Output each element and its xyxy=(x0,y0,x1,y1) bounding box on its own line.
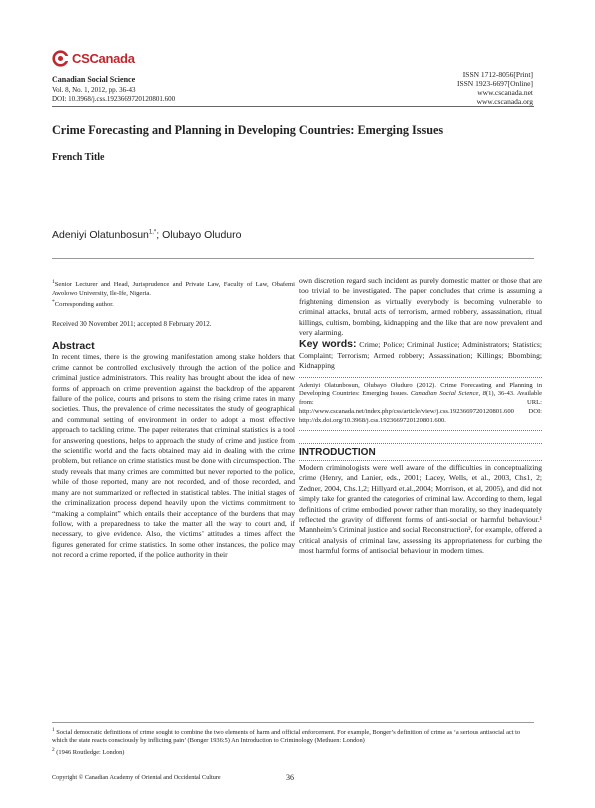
citation-bottom-rule xyxy=(299,430,542,431)
citation-text: Adeniyi Olatunbosun, Olubayo Oluduro (2012). Crime Forecasting and Planning in Developing Countries: Emerging Issues. xyxy=(299,381,542,398)
introduction-heading: INTRODUCTION xyxy=(299,446,376,458)
footnote-1: $^1$ Social democratic definitions of crime sought to combine the two elements of harm and official enforcement. For example, Bonger’s definition of crime as ‘a serious antisocial act to which the state reacts consciously by inflicting pain’ (Bonger 1936:5) An Introduction to Criminology (Methuen: London) xyxy=(52,727,521,745)
logo-text: CSCanada xyxy=(72,51,135,66)
right-column xyxy=(299,276,542,557)
author-2: ; Olubayo Oluduro xyxy=(156,229,242,241)
affiliation-1: $^1$Senior Lecturer and Head, Jurisprudence and Private Law, Faculty of Law, Obafemi Awolowo University, Ile-Ife, Nigeria. xyxy=(52,279,295,297)
issn-print: ISSN 1712-8056[Print] xyxy=(462,70,533,79)
intro-top-rule xyxy=(299,443,542,444)
abstract-text-right: own discretion regard such incident as purely domestic matter or those that are too trivial to be investigated. The paper concludes that crime is assuming a frightening dimension as virtually everybody is becoming vulnerable to criminal attacks, brutal acts of terrorism, armed robbery, assassination, ritual killings, cultism, bombing, kidnapping and the like that are now prevalent and very alarming. xyxy=(299,276,542,338)
page-number: 36 xyxy=(286,773,294,782)
keywords-label: Key words: xyxy=(299,338,357,351)
author-line xyxy=(52,229,241,241)
citation-journal: Canadian Social Science, 8 xyxy=(410,390,486,398)
intro-bottom-rule xyxy=(299,460,542,461)
cscanada-logo-icon xyxy=(52,50,69,67)
journal-name: Canadian Social Science xyxy=(52,75,136,84)
received-dates: Received 30 November 2011; accepted 8 February 2012. xyxy=(52,319,212,328)
issn-online: ISSN 1923-6697[Online] xyxy=(456,79,533,88)
keywords-text: Crime; Police; Criminal Justice; Administrators; Statistics; Complaint; Terrorism; Armed robbery; Assassination; Killings; Bbombing; Kidnapping xyxy=(299,340,542,371)
introduction-text: Modern criminologists were well aware of the difficulties in conceptualizing crime (Henry, and Lanier, eds., 2001; Lacey, Wells, et al., 2003, Chs1, 2; Zedner, 2004, Chs.1,2; Hillyard et.al.,2004; Morrison, et al, 2005), and did not simply take for granted the categories of criminal law. According to them, legal definitions of crime embodied power rather than morality, so they inadequately reflected the gravity of different forms of anti-social or harmful behaviour.¹ Mannheim’s Criminal justice and social Reconstruction², for example, offered a critical analysis of criminal law, assessing its appropriateness for curbing the most harmful forms of antisocial behaviour in modern times. xyxy=(299,463,542,556)
author-divider xyxy=(52,258,534,259)
author-1-affiliation-mark: 1,* xyxy=(148,229,157,236)
journal-url-net[interactable]: www.cscanada.net xyxy=(477,88,533,97)
left-column xyxy=(52,278,295,561)
issue-meta xyxy=(52,86,175,103)
affiliation xyxy=(52,278,295,310)
abstract-heading: Abstract xyxy=(52,340,95,352)
citation-block xyxy=(299,382,542,426)
doi-info: DOI: 10.3968/j.css.1923669720120801.600 xyxy=(52,94,176,103)
copyright: Copyright © Canadian Academy of Oriental and Occidental Culture xyxy=(52,774,221,781)
issn-block xyxy=(457,70,533,106)
header-divider xyxy=(52,106,534,107)
footnote-2: $^2$ (1946 Routledge: London) xyxy=(52,746,125,756)
footnote-divider xyxy=(52,722,534,723)
citation-url[interactable]: (1), 36-43. Available from: URL: http://www.cscanada.net/index.php/css/article/view/j.css.1923669720120801.600 DOI: http://dx.doi.org/10.3968/j.css.1923669720120801.600. xyxy=(299,390,542,424)
article-title: Crime Forecasting and Planning in Developing Countries: Emerging Issues xyxy=(52,123,444,137)
keywords xyxy=(299,339,542,371)
author-1: Adeniyi Olatunbosun xyxy=(52,229,149,241)
french-title: French Title xyxy=(52,152,105,163)
publisher-logo xyxy=(52,50,135,67)
citation-top-rule xyxy=(299,377,542,378)
corresponding-author: *Corresponding author. xyxy=(52,299,114,309)
footnotes xyxy=(52,726,534,757)
journal-url-org[interactable]: www.cscanada.org xyxy=(476,97,533,106)
volume-info: Vol. 8, No. 1, 2012, pp. 36-43 xyxy=(52,86,136,94)
abstract-text-left: In recent times, there is the growing manifestation among stake holders that crime cannot be controlled exclusively through the action of the police and criminal justice administrators. This reality has brought about the idea of new forms of approach on crime prevention against the backdrop of the apparent failure of the police, courts and prisons to stem the rising crime rates in many societies. Thus, the prevalence of crime necessitates the study of geographical and communal setting of environment in order to adopt a most effective approach to tackling crime. The paper reiterates that criminal statistics is a tool for answering questions, helps to approach the study of crime and justice from the scientific world and the facts obtained may aid in dealing with the crime problem, but reliance on crime statistics must be done with circumspection. The study reveals that many crimes are committed but never reported to the police, while of those reported, many are not recorded, and of those recorded, and many are not summarized or reflected in statistical tables. The initial stages of the criminalization process depend heavily upon the victims commitment to “making a complaint” which entails their acceptance of the burdens that may follow, with a preparedness to take the matter all the way to court and, if necessary, to give evidence. Also, the victims’ attitudes a times affect the figures generated for crime statistics. In some other instances, the police may not record a crime reported, if the police authority in their xyxy=(52,352,296,560)
